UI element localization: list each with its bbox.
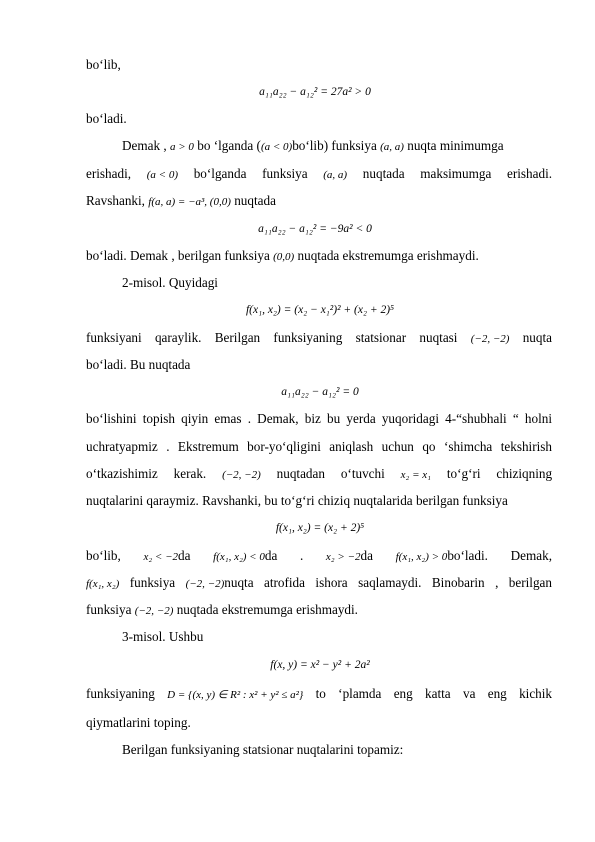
formula-inline: (−2, −2) — [134, 605, 174, 617]
text-run: Demak, — [510, 548, 553, 563]
formula-inline: f(x₁, x₂) < 0 — [213, 551, 265, 563]
text-run: va — [462, 686, 476, 701]
text-run: erishadi, — [86, 166, 132, 181]
text-run: bo‘ladi. Demak , berilgan funksiya — [86, 248, 270, 263]
section-heading: 3-misol. Ushbu — [122, 629, 204, 644]
text-run: ‘plamda — [338, 686, 382, 701]
text-run: qaraylik. — [154, 330, 202, 345]
text-run: funksiya — [129, 575, 176, 590]
text-run: nuqtada — [362, 166, 405, 181]
text-run: bo‘ladi. — [447, 548, 488, 563]
formula-inline: x₂ = x₁ — [400, 469, 431, 481]
text-line: bo‘ladi. Bu nuqtada — [86, 357, 191, 372]
text-run: funksiyaning — [86, 686, 155, 701]
text-line: uchratyapmiz . Ekstremum bor-yo‘qligini aniqlash uchun qo ‘shimcha tekshirish — [86, 439, 552, 454]
text-run: erishadi. — [507, 166, 553, 181]
text-line — [86, 575, 552, 592]
formula-inline: (0,0) — [273, 251, 295, 263]
text-run: nuqtada — [234, 193, 276, 208]
text-run: kerak. — [173, 466, 207, 481]
text-line — [86, 166, 552, 183]
text-run: Berilgan — [214, 330, 261, 345]
text-run: kichik — [519, 686, 553, 701]
text-line: bo‘lib, — [86, 57, 121, 72]
formula-inline: x₂ > −2 — [325, 551, 361, 563]
text-run: funksiyaning — [273, 330, 343, 345]
text-line: bo‘lishini topish qiyin emas . Demak, biz bu yerda yuqoridagi 4-“shubhali “ holni — [86, 411, 552, 426]
text-line — [86, 686, 552, 703]
formula-hessian-negative: a₁₁a₂₂ − a₁₂² = −9a² < 0 — [258, 223, 372, 235]
text-run: da — [360, 548, 373, 563]
formula-inline: x₂ < −2 — [143, 551, 179, 563]
text-line: qiymatlarini toping. — [86, 715, 191, 730]
text-line — [86, 548, 552, 565]
text-run: funksiya — [86, 602, 132, 617]
text-run: da — [178, 548, 191, 563]
formula-function-definition: f(x₁, x₂) = (x₂ − x₁²)² + (x₂ + 2)⁵ — [245, 304, 395, 316]
text-line: bo‘ladi. — [86, 111, 127, 126]
text-run: nuqtadan — [276, 466, 325, 481]
text-run: . — [299, 548, 304, 563]
text-line — [86, 602, 358, 619]
text-run: katta — [425, 686, 451, 701]
formula-inline: (a < 0) — [260, 141, 293, 153]
formula-inline: f(x₁, x₂) > 0 — [395, 551, 448, 563]
text-line — [86, 248, 479, 265]
text-line: nuqtalarini qaraymiz. Ravshanki, bu to‘g‘ri chiziq nuqtalarida berilgan funksiya — [86, 493, 508, 508]
text-line: Berilgan funksiyaning statsionar nuqtalarini topamiz: — [122, 742, 404, 757]
formula-restricted-function: f(x₁, x₂) = (x₂ + 2)⁵ — [275, 522, 365, 534]
text-run: nuqta atrofida ishora saqlamaydi. Binobarin , berilgan — [224, 575, 553, 590]
section-heading: 2-misol. Quyidagi — [122, 275, 218, 290]
formula-hessian-positive: a₁₁a₂₂ − a₁₂² = 27a² > 0 — [259, 86, 371, 98]
text-run: eng — [393, 686, 413, 701]
text-run: statsionar — [355, 330, 407, 345]
formula-inline: f(a, a) = −a³, (0,0) — [148, 196, 231, 208]
text-run: to‘g‘ri — [446, 466, 481, 481]
text-run: bo‘lib) funksiya — [292, 138, 377, 153]
formula-inline: (−2, −2) — [185, 578, 225, 590]
text-run: o‘tkazishimiz — [86, 466, 158, 481]
text-run: nuqtada ekstremumga erishmaydi. — [297, 248, 479, 263]
text-run: da — [264, 548, 278, 563]
text-run: nuqtada ekstremumga erishmaydi. — [176, 602, 358, 617]
text-run: nuqta minimumga — [407, 138, 504, 153]
text-run: Ravshanki, — [86, 193, 145, 208]
formula-inline: (a < 0) — [146, 169, 178, 181]
text-run: chiziqning — [496, 466, 553, 481]
text-run: nuqtasi — [419, 330, 458, 345]
formula-function-definition: f(x, y) = x² − y² + 2a² — [270, 659, 370, 671]
text-run: maksimumga — [420, 166, 492, 181]
text-run: o‘tuvchi — [340, 466, 385, 481]
formula-inline: (−2, −2) — [470, 333, 510, 345]
text-line — [86, 466, 552, 483]
text-run: bo ‘lganda ( — [197, 138, 261, 153]
formula-inline: f(x₁, x₂) — [86, 578, 120, 590]
formula-hessian-zero: a₁₁a₂₂ − a₁₂² = 0 — [281, 386, 359, 398]
formula-inline: (a, a) — [323, 169, 348, 181]
text-run: to — [315, 686, 326, 701]
text-run: funksiyani — [86, 330, 142, 345]
text-run: nuqta — [522, 330, 552, 345]
text-run: funksiya — [262, 166, 308, 181]
text-run: bo‘lganda — [193, 166, 247, 181]
formula-inline: (a, a) — [380, 141, 404, 153]
formula-inline: D = {(x, y) ∈ R² : x² + y² ≤ a²} — [167, 689, 304, 701]
formula-inline: a > 0 — [169, 141, 194, 153]
text-line — [122, 138, 504, 155]
formula-inline: (−2, −2) — [222, 469, 261, 481]
text-run: bo‘lib, — [86, 548, 121, 563]
text-line — [86, 330, 552, 347]
text-line — [86, 193, 276, 210]
text-run: eng — [487, 686, 507, 701]
text-run: Demak , — [122, 138, 167, 153]
